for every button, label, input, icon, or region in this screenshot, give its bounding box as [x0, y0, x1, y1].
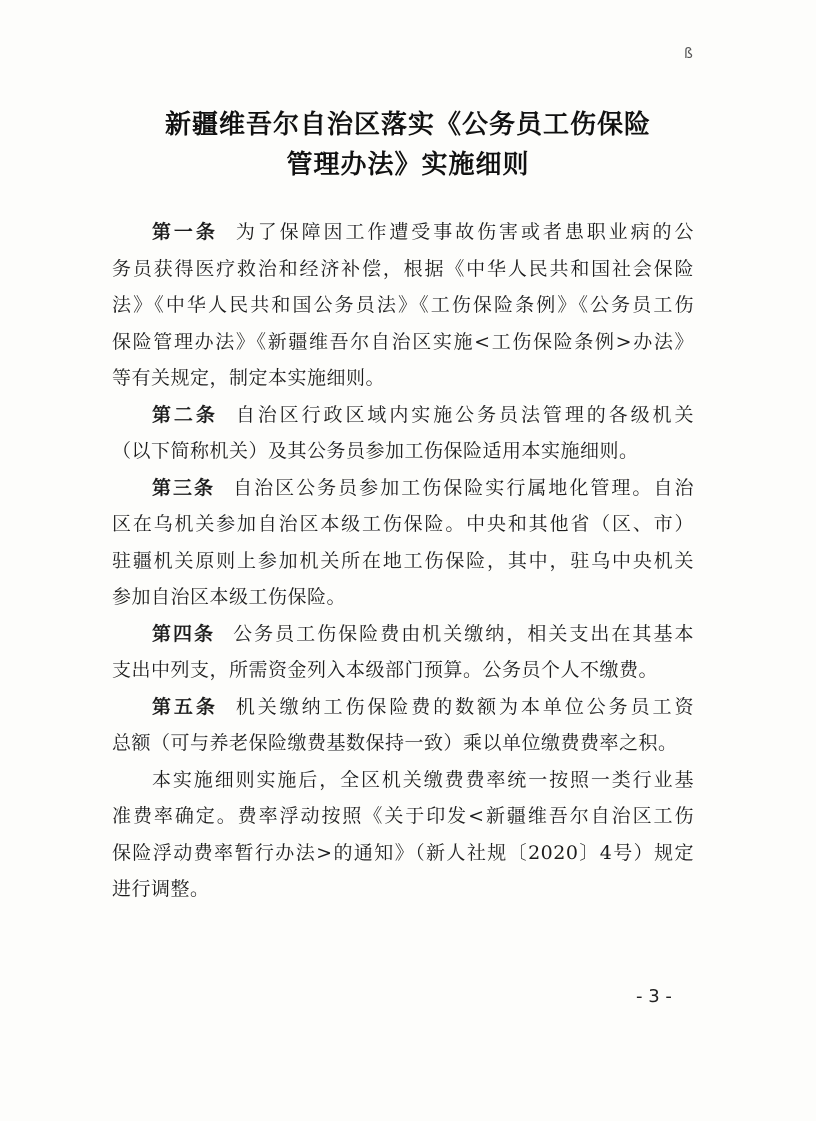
- article-2-line-2: （以下简称机关）及其公务员参加工伤保险适用本实施细则。: [112, 440, 639, 462]
- article-1-line-3: 法》《中华人民共和国公务员法》《工伤保险条例》《公务员工伤: [112, 294, 694, 316]
- article-1-line-5: 等有关规定，制定本实施细则。: [112, 367, 386, 389]
- closing-paragraph-line-3: 保险浮动费率暂行办法>的通知》（新人社规〔2020〕4号）规定: [112, 841, 694, 864]
- article-5-line-2: 总额（可与养老保险缴费基数保持一致）乘以单位缴费费率之积。: [112, 732, 678, 754]
- article-text: 机关缴纳工伤保险费的数额为本单位公务员工资: [235, 695, 694, 718]
- article-3-line-4: 参加自治区本级工伤保险。: [112, 586, 347, 608]
- article-4-label: 第四条: [152, 622, 216, 645]
- closing-paragraph-line-2: 准费率确定。费率浮动按照《关于印发<新疆维吾尔自治区工伤: [112, 805, 694, 827]
- article-2-line-1: [112, 397, 694, 434]
- article-4-line-1: [112, 616, 694, 653]
- closing-paragraph-line-1: 本实施细则实施后，全区机关缴费费率统一按照一类行业基: [152, 768, 694, 791]
- article-text: 公务员工伤保险费由机关缴纳，相关支出在其基本: [233, 622, 694, 645]
- article-text: 为了保障因工作遭受事故伤害或者患职业病的公: [235, 221, 694, 243]
- article-4-line-2: 支出中列支，所需资金列入本级部门预算。公务员个人不缴费。: [112, 659, 659, 681]
- page-number: - 3 -: [636, 986, 672, 1007]
- article-3-line-3: 驻疆机关原则上参加机关所在地工伤保险，其中，驻乌中央机关: [112, 549, 694, 572]
- article-1-line-2: 务员获得医疗救治和经济补偿，根据《中华人民共和国社会保险: [112, 257, 694, 280]
- article-3-line-2: 区在乌机关参加自治区本级工伤保险。中央和其他省（区、市）: [112, 513, 694, 535]
- document-title-line-2: 管理办法》实施细则: [286, 150, 530, 180]
- article-5-line-1: [112, 689, 694, 726]
- article-3-label: 第三条: [152, 476, 216, 499]
- corner-mark: ß: [684, 46, 693, 62]
- article-3-line-1: [112, 470, 694, 507]
- article-text: 自治区公务员参加工伤保险实行属地化管理。自治: [233, 476, 694, 499]
- closing-paragraph-line-4: 进行调整。: [112, 878, 210, 900]
- article-1-label: 第一条: [152, 221, 218, 243]
- article-1-line-1: [112, 214, 694, 251]
- article-5-label: 第五条: [152, 695, 218, 718]
- document-title-line-1: 新疆维吾尔自治区落实《公务员工伤保险: [164, 110, 651, 140]
- article-1-line-4: 保险管理办法》《新疆维吾尔自治区实施<工伤保险条例>办法》: [112, 330, 694, 353]
- document-body: [112, 214, 694, 908]
- article-2-label: 第二条: [152, 403, 218, 426]
- article-text: 自治区行政区域内实施公务员法管理的各级机关: [235, 403, 694, 426]
